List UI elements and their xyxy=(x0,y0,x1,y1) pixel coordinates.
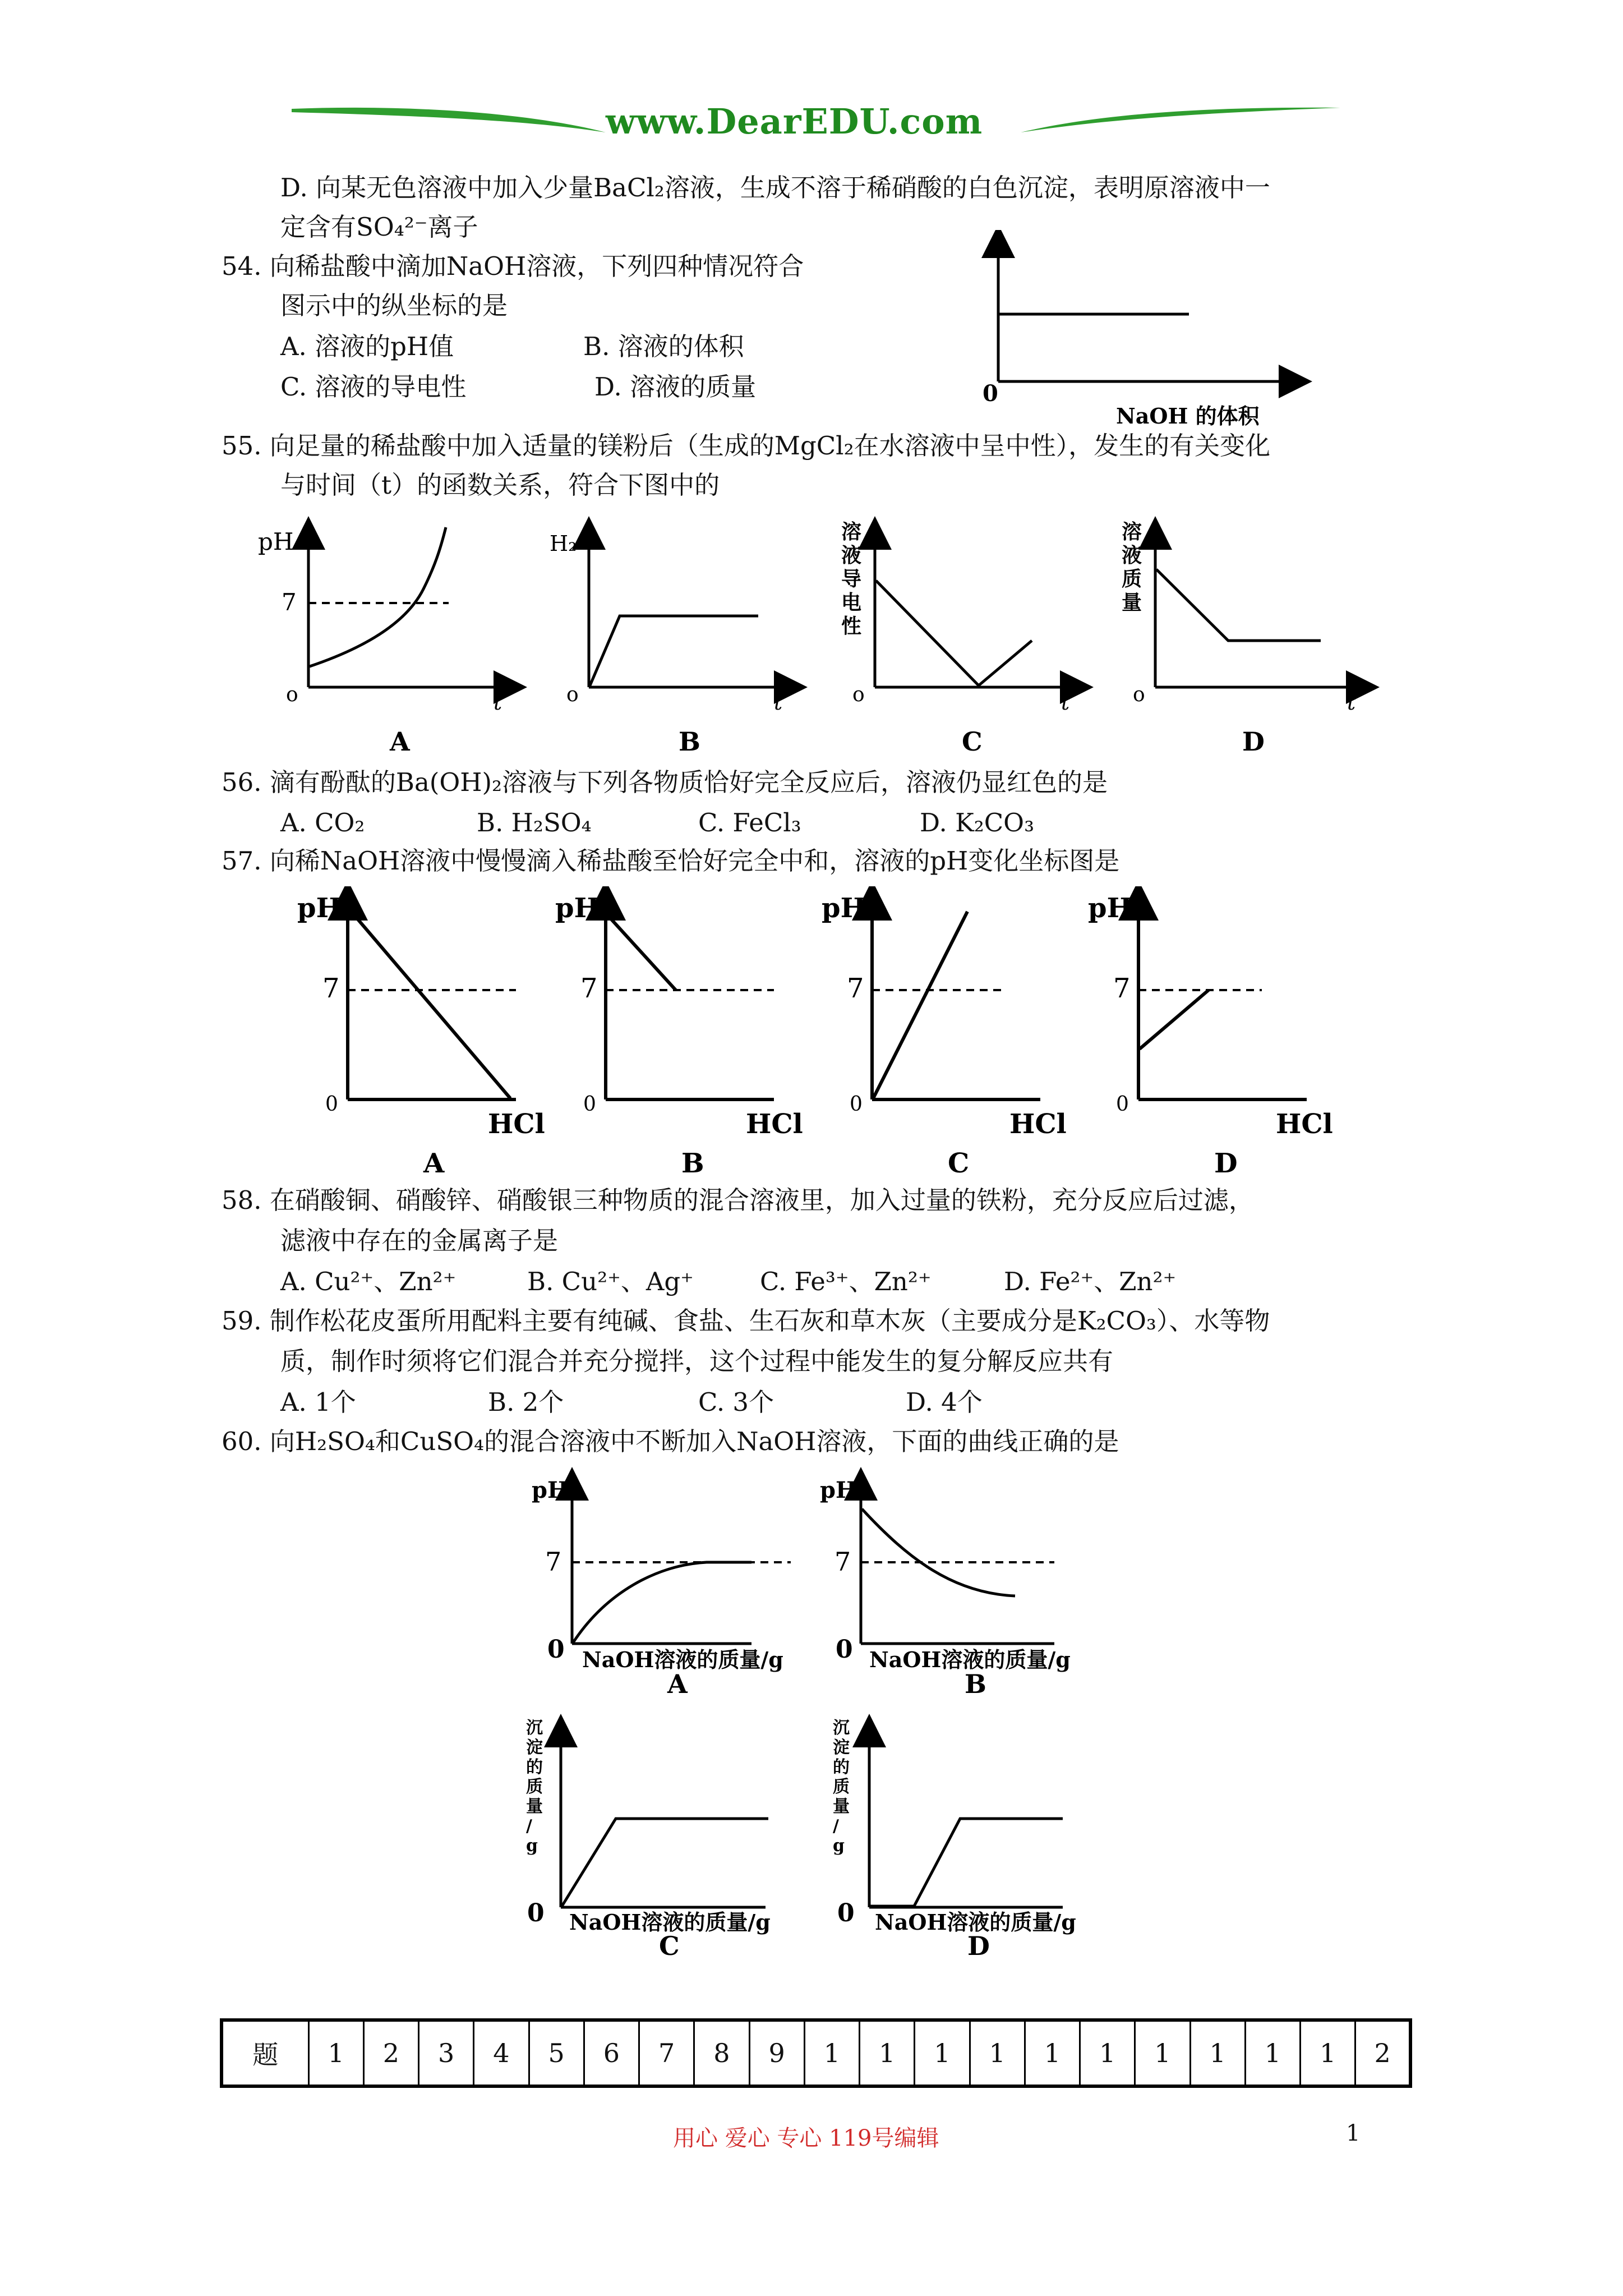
q60-fig-d xyxy=(833,1718,1076,1961)
q54-option-a: A. 溶液的pH值 xyxy=(280,332,454,361)
q55-b-xlabel: t xyxy=(774,690,783,715)
answer-table-cell: 2 xyxy=(363,2020,418,2086)
q58-option-a: A. Cu²⁺、Zn²⁺ xyxy=(280,1267,457,1296)
q60-a-origin: 0 xyxy=(547,1635,565,1664)
q60-a-xlabel: NaOH溶液的质量/g xyxy=(582,1647,783,1672)
q55-a-tick7: 7 xyxy=(282,588,297,616)
q59-option-c: C. 3个 xyxy=(698,1387,774,1417)
q60-fig-a xyxy=(532,1477,791,1699)
q60-stem: 60. 向H₂SO₄和CuSO₄的混合溶液中不断加入NaOH溶液，下面的曲线正确的是 xyxy=(222,1427,1119,1456)
q54-xlabel: NaOH 的体积 xyxy=(1116,403,1260,429)
q58-option-c: C. Fe³⁺、Zn²⁺ xyxy=(760,1267,932,1296)
q60-fig-c xyxy=(526,1718,771,1961)
answer-table-cell: 1 xyxy=(970,2020,1025,2086)
answer-table-cell: 1 xyxy=(804,2020,859,2086)
page-number: 1 xyxy=(1346,2120,1361,2146)
footer-text: 用心 爱心 专心 119号编辑 xyxy=(673,2125,939,2151)
q55-a-origin: o xyxy=(286,683,298,706)
answer-table-cell: 1 xyxy=(1080,2020,1135,2086)
q60-b-xlabel: NaOH溶液的质量/g xyxy=(869,1647,1071,1672)
q55-b-ylabel: H₂ xyxy=(550,531,577,556)
q55-figures xyxy=(247,510,1402,769)
answer-table-cell: 2 xyxy=(1355,2020,1410,2086)
q60-fig-b xyxy=(820,1477,1071,1699)
q55-b-label: B xyxy=(679,726,700,757)
q55-b-origin: o xyxy=(566,683,579,706)
q54-stem: 54. 向稀盐酸中滴加NaOH溶液，下列四种情况符合 xyxy=(222,251,804,281)
q55-fig-a xyxy=(258,527,510,757)
q60-c-label: C xyxy=(659,1931,680,1961)
q60-b-tick7: 7 xyxy=(834,1547,851,1577)
q60-figures xyxy=(516,1464,1122,1969)
answer-table-cell: 1 xyxy=(860,2020,915,2086)
q59-stem-cont: 质，制作时须将它们混合并充分搅拌，这个过程中能发生的复分解反应共有 xyxy=(280,1346,1114,1376)
q55-d-xlabel: t xyxy=(1347,690,1356,715)
q57-a-xlabel: HCl xyxy=(488,1108,545,1140)
q57-c-origin: 0 xyxy=(850,1093,863,1116)
q56-option-a: A. CO₂ xyxy=(280,808,365,838)
q57-fig-b xyxy=(555,892,803,1178)
q55-d-ylabel: 溶液质量 xyxy=(1122,520,1142,614)
q58-option-d: D. Fe²⁺、Zn²⁺ xyxy=(1004,1267,1177,1296)
answer-table-cell: 6 xyxy=(584,2020,639,2086)
q57-b-ylabel: pH xyxy=(555,892,600,924)
header-swoosh-right xyxy=(1021,101,1340,140)
answer-table-cell: 4 xyxy=(474,2020,529,2086)
q57-a-origin: 0 xyxy=(325,1093,338,1116)
answer-table-cell: 1 xyxy=(308,2020,363,2086)
q58-stem: 58. 在硝酸铜、硝酸锌、硝酸银三种物质的混合溶液里，加入过量的铁粉，充分反应后过滤， xyxy=(222,1185,1254,1215)
q55-c-origin: o xyxy=(852,683,865,706)
q60-d-xlabel: NaOH溶液的质量/g xyxy=(875,1910,1076,1935)
q57-a-label: A xyxy=(423,1148,445,1178)
q57-b-xlabel: HCl xyxy=(746,1108,803,1140)
q60-a-ylabel: pH xyxy=(532,1477,569,1503)
q60-b-label: B xyxy=(965,1669,986,1699)
q60-b-origin: 0 xyxy=(836,1635,853,1664)
q57-c-label: C xyxy=(948,1148,970,1178)
q56-option-b: B. H₂SO₄ xyxy=(477,808,592,838)
site-logo: www.DearEDU.com xyxy=(606,101,983,142)
q56-stem: 56. 滴有酚酞的Ba(OH)₂溶液与下列各物质恰好完全反应后，溶液仍显红色的是 xyxy=(222,767,1108,797)
q58-option-b: B. Cu²⁺、Ag⁺ xyxy=(527,1267,694,1296)
q60-c-ylabel: 沉淀的质量/ g xyxy=(526,1718,543,1856)
q55-fig-b xyxy=(550,531,791,757)
q57-c-tick7: 7 xyxy=(847,973,864,1004)
answer-table-header: 题 xyxy=(222,2020,308,2086)
header-swoosh-left xyxy=(292,101,606,140)
q57-fig-c xyxy=(822,892,1067,1178)
answer-table-cell: 1 xyxy=(1245,2020,1300,2086)
q55-c-label: C xyxy=(962,726,983,757)
q55-a-ylabel: pH xyxy=(258,528,294,555)
q57-d-label: D xyxy=(1214,1148,1238,1178)
q59-option-b: B. 2个 xyxy=(488,1387,564,1417)
q53-option-d-cont: 定含有SO₄²⁻离子 xyxy=(280,212,478,242)
q59-option-d: D. 4个 xyxy=(906,1387,983,1417)
answer-table-cell: 1 xyxy=(1190,2020,1245,2086)
q60-c-origin: 0 xyxy=(527,1899,545,1927)
q58-stem-cont: 滤液中存在的金属离子是 xyxy=(280,1226,559,1255)
q60-d-origin: 0 xyxy=(837,1899,855,1927)
q57-b-origin: 0 xyxy=(583,1093,596,1116)
answer-table-cell: 7 xyxy=(639,2020,694,2086)
q54-origin: 0 xyxy=(983,380,998,407)
answer-table xyxy=(220,2018,1412,2088)
q57-d-tick7: 7 xyxy=(1113,973,1131,1004)
q57-stem: 57. 向稀NaOH溶液中慢慢滴入稀盐酸至恰好完全中和，溶液的pH变化坐标图是 xyxy=(222,846,1120,876)
answer-table-cell: 1 xyxy=(1135,2020,1190,2086)
q60-a-tick7: 7 xyxy=(545,1547,562,1577)
q55-fig-c xyxy=(841,520,1077,757)
q55-a-xlabel: t xyxy=(494,690,502,715)
answer-table-cell: 5 xyxy=(529,2020,584,2086)
q59-stem: 59. 制作松花皮蛋所用配料主要有纯碱、食盐、生石灰和草木灰（主要成分是K₂CO₃）、水等物 xyxy=(222,1306,1270,1336)
answer-table-cell: 1 xyxy=(1301,2020,1355,2086)
q54-stem-cont: 图示中的纵坐标的是 xyxy=(280,291,508,320)
q55-fig-d xyxy=(1122,520,1363,757)
q57-figures xyxy=(280,886,1374,1178)
q56-option-c: C. FeCl₃ xyxy=(698,808,801,838)
q57-fig-a xyxy=(297,892,545,1178)
q60-a-label: A xyxy=(667,1669,688,1699)
q54-option-c: C. 溶液的导电性 xyxy=(280,372,467,402)
q57-d-xlabel: HCl xyxy=(1276,1108,1333,1140)
q54-option-b: B. 溶液的体积 xyxy=(583,332,744,361)
q55-stem: 55. 向足量的稀盐酸中加入适量的镁粉后（生成的MgCl₂在水溶液中呈中性），发生的有关变化 xyxy=(222,431,1271,461)
answer-table-cell: 1 xyxy=(915,2020,970,2086)
q54-figure xyxy=(965,230,1312,432)
q55-a-label: A xyxy=(390,726,410,757)
q57-d-ylabel: pH xyxy=(1088,892,1132,924)
q60-d-ylabel: 沉淀的质量/ g xyxy=(833,1718,850,1856)
q57-fig-d xyxy=(1088,892,1333,1178)
answer-table-row xyxy=(222,2020,1410,2086)
q54-option-d: D. 溶液的质量 xyxy=(594,372,757,402)
q60-b-ylabel: pH xyxy=(820,1477,857,1503)
q55-d-label: D xyxy=(1242,726,1265,757)
q53-option-d: D. 向某无色溶液中加入少量BaCl₂溶液，生成不溶于稀硝酸的白色沉淀，表明原溶液中一 xyxy=(280,173,1270,203)
q57-a-tick7: 7 xyxy=(322,973,340,1004)
q57-b-label: B xyxy=(681,1148,704,1178)
q55-stem-cont: 与时间（t）的函数关系，符合下图中的 xyxy=(280,470,720,500)
q59-option-a: A. 1个 xyxy=(280,1387,356,1417)
q55-c-ylabel: 溶液导电性 xyxy=(841,520,862,638)
answer-table-cell: 8 xyxy=(694,2020,749,2086)
q55-d-origin: o xyxy=(1133,683,1145,706)
answer-table-cell: 9 xyxy=(749,2020,804,2086)
q55-c-xlabel: t xyxy=(1061,690,1070,715)
answer-table-cell: 1 xyxy=(1025,2020,1080,2086)
q57-b-tick7: 7 xyxy=(580,973,598,1004)
q60-c-xlabel: NaOH溶液的质量/g xyxy=(569,1910,771,1935)
q56-option-d: D. K₂CO₃ xyxy=(920,808,1035,838)
q60-d-label: D xyxy=(967,1931,990,1961)
q57-c-ylabel: pH xyxy=(822,892,866,924)
answer-table-cell: 3 xyxy=(419,2020,474,2086)
q57-d-origin: 0 xyxy=(1116,1093,1129,1116)
q57-c-xlabel: HCl xyxy=(1009,1108,1067,1140)
q57-a-ylabel: pH xyxy=(297,892,342,924)
